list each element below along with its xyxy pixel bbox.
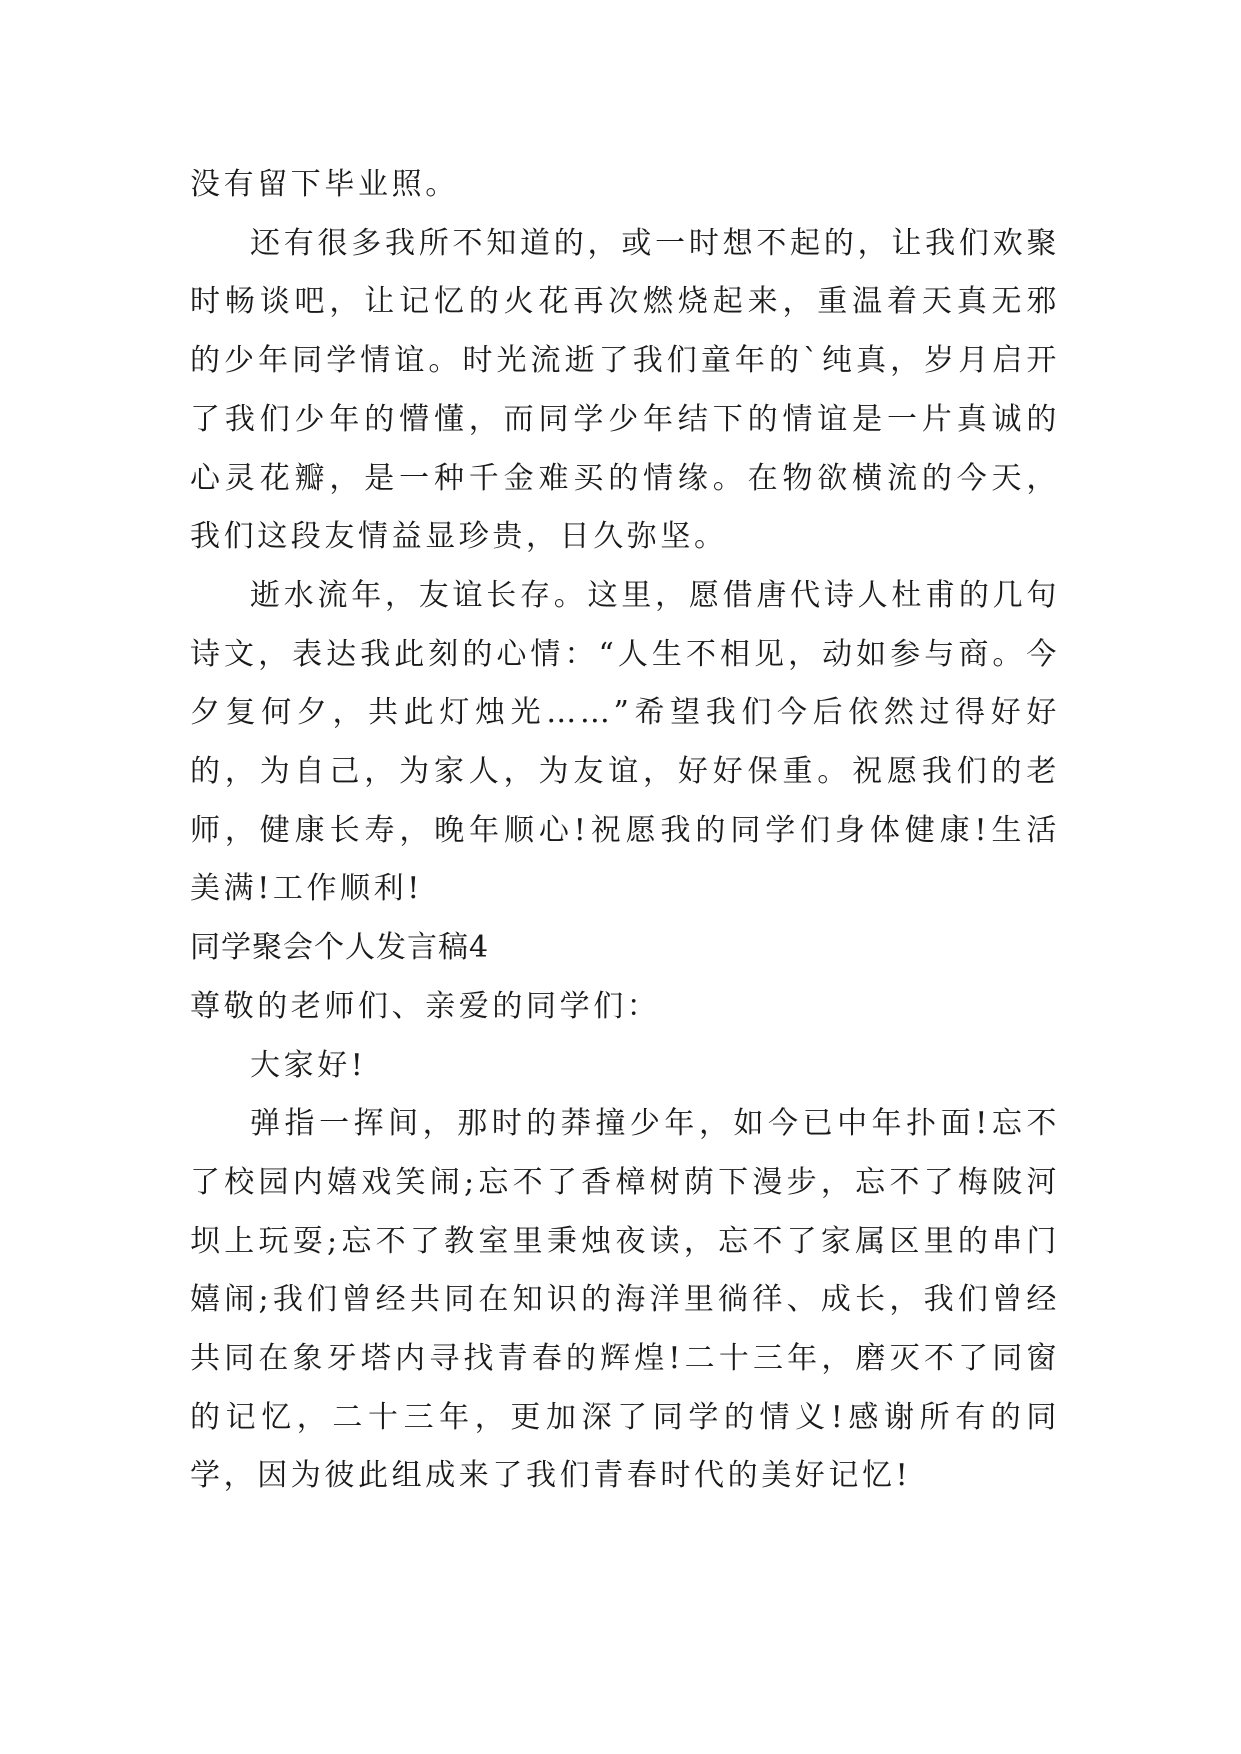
paragraph-memories: 还有很多我所不知道的，或一时想不起的，让我们欢聚时畅谈吧，让记忆的火花再次燃烧起来，重温着天真无邪的少年同学情谊。时光流逝了我们童年的`纯真，岁月启开了我们少年的懵懂，而同学少年结下的情谊是一片真诚的心灵花瓣，是一种千金难买的情缘。在物欲横流的今天，我们这段友情益显珍贵，日久弥坚。 — [190, 225, 1060, 555]
paragraph-friendship: 逝水流年，友谊长存。这里，愿借唐代诗人杜甫的几句诗文，表达我此刻的心情：“人生不相见，动如参与商。今夕复何夕，共此灯烛光……”希望我们今后依然过得好好的，为自己，为家人，为友谊，好好保重。祝愿我们的老师，健康长寿，晚年顺心!祝愿我的同学们身体健康!生活美满!工作顺利! — [190, 577, 1060, 907]
greeting: 大家好! — [250, 1047, 367, 1083]
paragraph-continuation: 没有留下毕业照。 — [190, 167, 459, 202]
paragraph-campus-memories: 弹指一挥间，那时的莽撞少年，如今已中年扑面!忘不了校园内嬉戏笑闹;忘不了香樟树荫下漫步，忘不了梅陂河坝上玩耍;忘不了教室里秉烛夜读，忘不了家属区里的串门嬉闹;我们曾经共同在知识的海洋里徜徉、成长，我们曾经共同在象牙塔内寻找青春的辉煌!二十三年，磨灭不了同窗的记忆，二十三年，更加深了同学的情义!感谢所有的同学，因为彼此组成来了我们青春时代的美好记忆! — [190, 1106, 1060, 1494]
document-body — [190, 156, 1060, 1506]
section-title: 同学聚会个人发言稿4 — [190, 930, 490, 966]
salutation: 尊敬的老师们、亲爱的同学们： — [190, 988, 661, 1024]
